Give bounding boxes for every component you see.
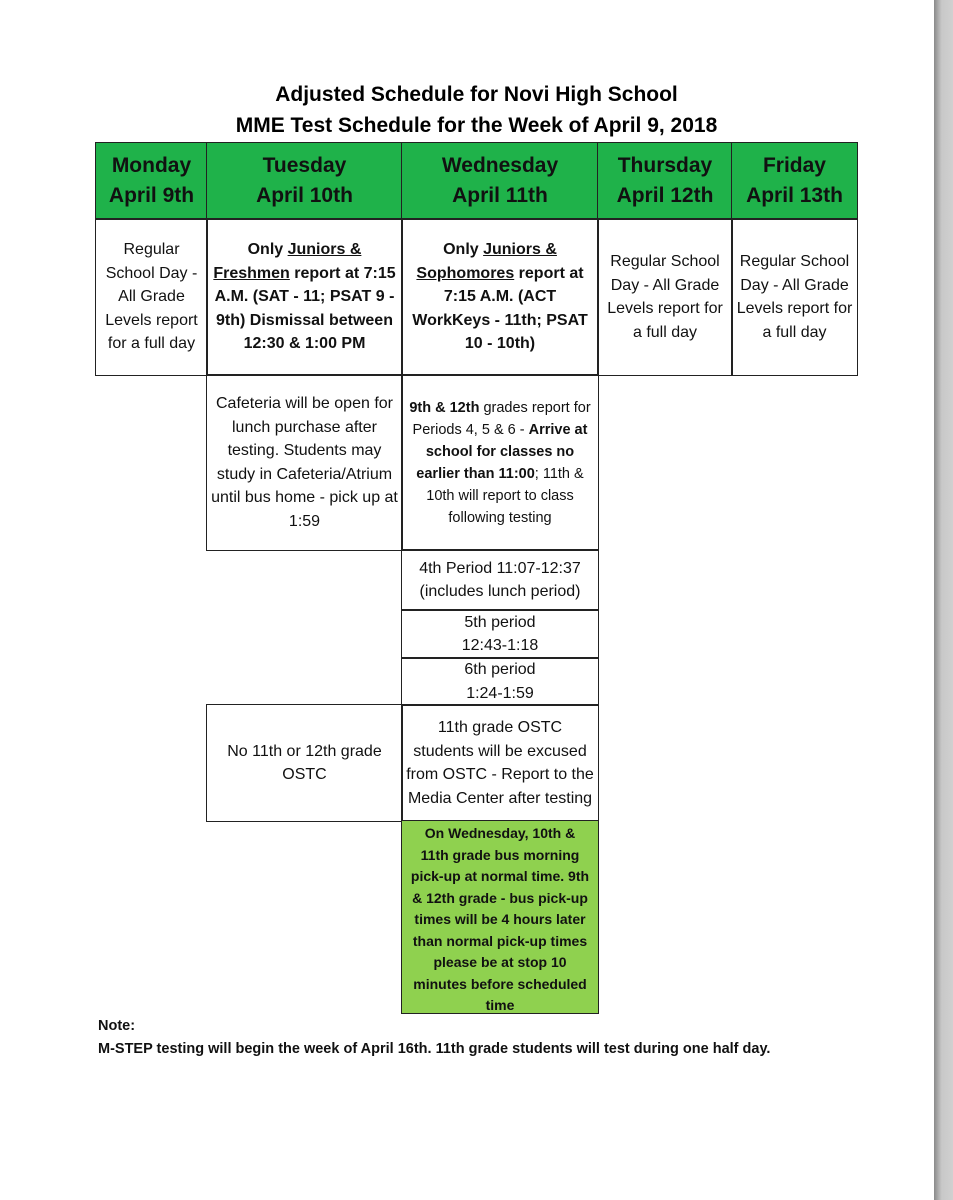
wednesday-schedule: Only Juniors & Sophomores report at 7:15 A.M. (ACT WorkKeys - 11th; PSAT 10 - 10th) [401, 218, 599, 376]
header-wednesday: Wednesday April 11th [401, 142, 599, 220]
header-thursday: Thursday April 12th [597, 142, 733, 220]
header-tuesday: Tuesday April 10th [206, 142, 403, 220]
title-line-2: MME Test Schedule for the Week of April 9, 2018 [235, 114, 718, 137]
friday-schedule: Regular School Day - All Grade Levels report for a full day [731, 218, 858, 376]
bus-pickup-note: On Wednesday, 10th & 11th grade bus morning pick-up at normal time. 9th & 12th grade - bus pick-up times will be 4 hours later than normal pick-up times please be at stop 10 minutes before scheduled time [401, 820, 599, 1014]
period-5: 5th period 12:43-1:18 [401, 609, 599, 659]
period-4: 4th Period 11:07-12:37 (includes lunch period) [401, 549, 599, 611]
monday-schedule: Regular School Day - All Grade Levels report for a full day [95, 218, 208, 376]
note-text: M-STEP testing will begin the week of April 16th. 11th grade students will test during one half day. [98, 1041, 771, 1057]
period-6: 6th period 1:24-1:59 [401, 657, 599, 706]
wednesday-ostc-note: 11th grade OSTC students will be excused from OSTC - Report to the Media Center after testing [401, 704, 599, 822]
tuesday-ostc-note: No 11th or 12th grade OSTC [206, 704, 403, 822]
header-monday: Monday April 9th [95, 142, 208, 220]
wednesday-grades-note: 9th & 12th grades report for Periods 4, 5 & 6 - Arrive at school for classes no earlier than 11:00; 11th & 10th will report to class following testing [401, 374, 599, 551]
header-friday: Friday April 13th [731, 142, 858, 220]
thursday-schedule: Regular School Day - All Grade Levels report for a full day [597, 218, 733, 376]
page-edge [934, 0, 953, 1200]
tuesday-schedule: Only Juniors & Freshmen report at 7:15 A.M. (SAT - 11; PSAT 9 - 9th) Dismissal between 12:30 & 1:00 PM [206, 218, 403, 376]
tuesday-cafeteria-note: Cafeteria will be open for lunch purchase after testing. Students may study in Cafeteria/Atrium until bus home - pick up at 1:59 [206, 374, 403, 551]
title-line-1: Adjusted Schedule for Novi High School [275, 83, 678, 106]
note-label: Note: [98, 1018, 136, 1034]
